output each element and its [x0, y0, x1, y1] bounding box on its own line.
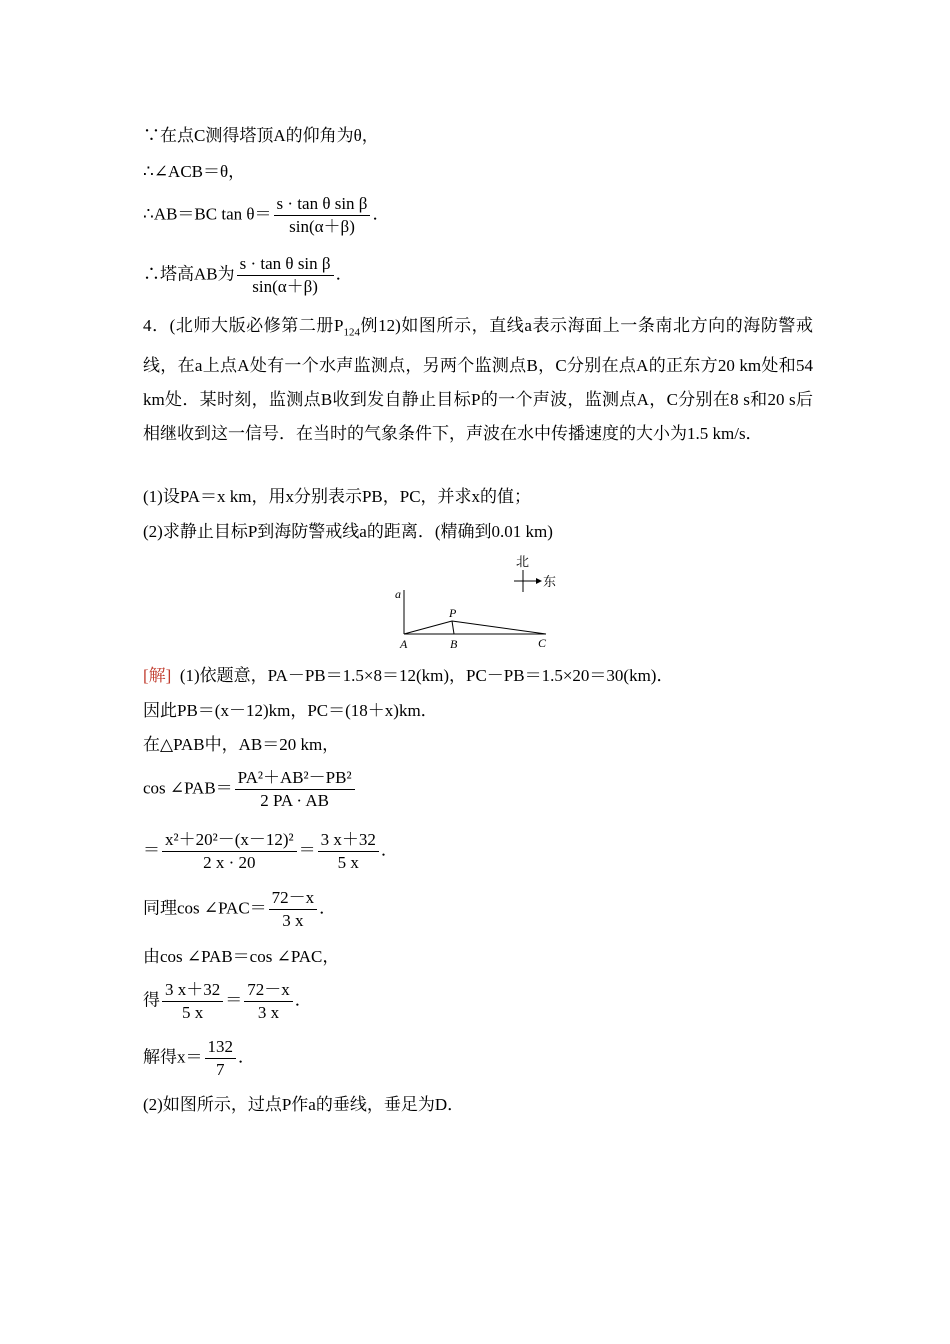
problem-text-1: 4．(北师大版必修第二册P — [143, 316, 344, 335]
denominator: 5 x — [337, 853, 359, 872]
equation-line — [143, 1037, 255, 1080]
denominator: 2 x · 20 — [203, 853, 256, 872]
denominator: sin(α＋β) — [252, 277, 318, 296]
text-line: ∴∠ACB＝θ， — [143, 162, 246, 181]
denominator: 5 x — [182, 1003, 204, 1022]
line-a-label: a — [395, 587, 401, 601]
equation-line — [143, 830, 398, 873]
denominator: 2 PA · AB — [260, 791, 330, 810]
segment-PB — [452, 621, 454, 634]
equation-left: ∴AB＝BC tan θ＝ — [143, 204, 272, 224]
fraction — [274, 194, 371, 237]
numerator: s · tan θ sin β — [274, 194, 371, 216]
equals: ＝ — [225, 990, 243, 1010]
denominator: 7 — [216, 1060, 225, 1079]
numerator: s · tan θ sin β — [237, 254, 334, 276]
equation-left: ＝ — [143, 840, 160, 860]
question-2: (2)求静止目标P到海防警戒线a的距离．(精确到0.01 km) — [143, 522, 553, 541]
denominator: 3 x — [257, 1003, 280, 1022]
text-line: ∵在点C测得塔顶A的仰角为θ， — [143, 126, 379, 145]
fraction — [318, 830, 379, 873]
equation-line — [143, 254, 353, 297]
numerator: 3 x＋32 — [162, 980, 223, 1002]
solution-line-2: 因此PB＝(x－12)km，PC＝(18＋x)km． — [143, 701, 438, 720]
question-1: (1)设PA＝x km，用x分别表示PB，PC，并求x的值； — [143, 487, 532, 506]
period: ． — [335, 264, 353, 284]
denominator: sin(α＋β) — [289, 217, 355, 236]
numerator: 72－x — [269, 888, 318, 910]
solution-text: (1)依题意，PA－PB＝1.5×8＝12(km)，PC－PB＝1.5×20＝30(km)． — [179, 666, 674, 685]
solution-line-7: 由cos ∠PAB＝cos ∠PAC， — [143, 947, 340, 966]
numerator: 72－x — [244, 980, 293, 1002]
point-P-label: P — [449, 606, 457, 620]
east-label: 东 — [543, 574, 557, 589]
equation-line — [143, 768, 357, 811]
period: ． — [372, 204, 390, 224]
point-A-label: A — [400, 637, 408, 651]
equation-line — [143, 888, 336, 931]
point-C-label: C — [538, 636, 547, 650]
problem-statement — [143, 309, 813, 451]
fraction — [235, 768, 355, 811]
fraction — [205, 1037, 237, 1080]
problem-text-2: 例12)如图所示，直线a表示海面上一条南北方向的海防警戒线，在a上点A处有一个水声监测点，另两个监测点B，C分别在点A的正东方20 km处和54 km处．某时刻，监测点B收到发自静止目标P的一个声波，监测点A，C分别在8 s和20 s后相继收到这一信号．在当时的气象条件下，声波在水中传播速度的大小为1.5 km/s． — [143, 316, 813, 444]
equals: ＝ — [298, 840, 316, 860]
equation-left: 同理cos ∠PAC＝ — [143, 898, 267, 918]
period: ． — [380, 840, 398, 860]
denominator: 3 x — [282, 911, 304, 930]
equation-line — [143, 980, 312, 1023]
period: ． — [238, 1047, 255, 1067]
solution-line-10: (2)如图所示，过点P作a的垂线，垂足为D． — [143, 1095, 465, 1114]
solution-line-1 — [143, 664, 673, 688]
fraction — [269, 888, 318, 931]
equation-line — [143, 194, 389, 237]
solution-tag: [解] — [143, 666, 172, 685]
fraction — [244, 980, 293, 1023]
equation-left: 得 — [143, 990, 160, 1010]
segment-PC — [452, 621, 546, 634]
fraction — [162, 830, 297, 873]
east-arrow-icon — [536, 578, 542, 584]
equation-left: 解得x＝ — [143, 1047, 203, 1067]
point-B-label: B — [450, 637, 458, 651]
page-subscript: 124 — [343, 326, 360, 339]
numerator: 3 x＋32 — [318, 830, 379, 852]
numerator: 132 — [205, 1037, 237, 1059]
numerator: x²＋20²－(x－12)² — [162, 830, 297, 852]
geometry-figure — [390, 550, 570, 654]
numerator: PA²＋AB²－PB² — [235, 768, 355, 790]
equation-left: cos ∠PAB＝ — [143, 778, 233, 798]
solution-line-3: 在△PAB中，AB＝20 km， — [143, 735, 340, 754]
period: ． — [294, 990, 312, 1010]
segment-PA — [404, 621, 452, 634]
period: ． — [319, 898, 337, 918]
north-label: 北 — [516, 554, 530, 569]
fraction — [162, 980, 223, 1023]
equation-left: ∴塔高AB为 — [143, 264, 235, 284]
fraction — [237, 254, 334, 297]
